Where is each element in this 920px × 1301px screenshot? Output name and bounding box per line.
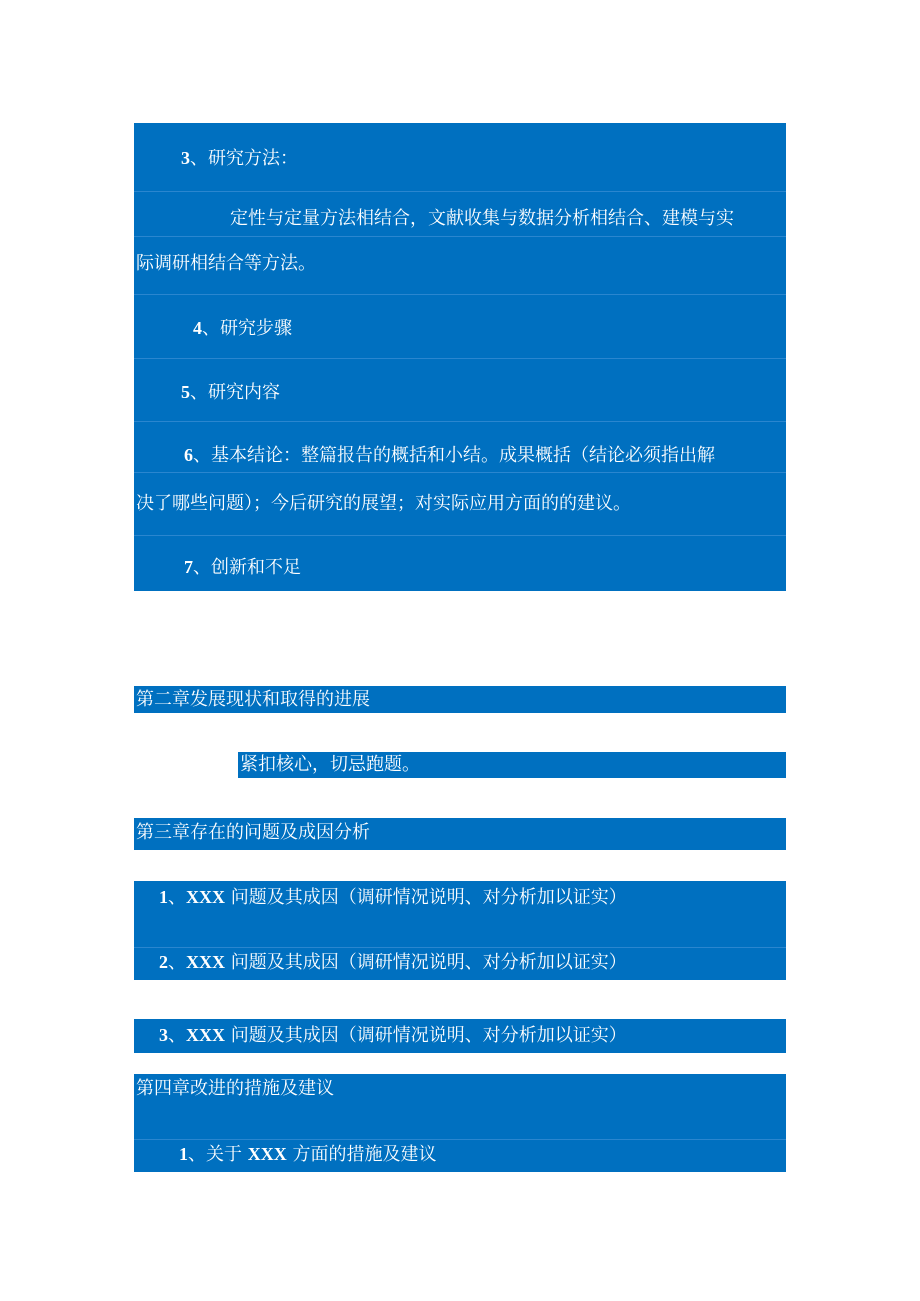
conclusion-line-1: 6、基本结论：整篇报告的概括和小结。成果概括（结论必须指出解 (184, 445, 715, 466)
chapter2-title-bar (134, 686, 786, 713)
steps-row (134, 295, 786, 359)
method-row (134, 123, 786, 192)
problem-item-3: 3、XXX 问题及其成因（调研情况说明、对分析加以证实） (159, 1025, 627, 1046)
innovation-row (134, 536, 786, 591)
conclusion-row-1 (134, 422, 786, 473)
chapter3-title-bar (134, 818, 786, 850)
problem-item-1: 1、XXX 问题及其成因（调研情况说明、对分析加以证实） (159, 887, 627, 908)
section1-block (134, 123, 786, 591)
method-body-line-1: 定性与定量方法相结合，文献收集与数据分析相结合、建模与实 (230, 208, 734, 229)
problem-item-2-row (134, 948, 786, 980)
innovation-heading: 7、创新和不足 (184, 557, 301, 578)
content-heading: 5、研究内容 (181, 382, 280, 403)
method-body-line-2: 际调研相结合等方法。 (136, 253, 316, 274)
chapter3-title: 第三章存在的问题及成因分析 (136, 822, 370, 843)
method-body-row-2 (134, 237, 786, 295)
chapter4-title-row (134, 1074, 786, 1140)
problem-item-3-bar (134, 1019, 786, 1053)
steps-heading: 4、研究步骤 (193, 318, 292, 339)
method-body-row-1 (134, 192, 786, 237)
content-row (134, 359, 786, 422)
conclusion-row-2 (134, 473, 786, 536)
chapter4-block (134, 1074, 786, 1172)
chapter2-title: 第二章发展现状和取得的进展 (136, 689, 370, 710)
problem-item-1-row (134, 881, 786, 948)
measure-item-1: 1、关于 XXX 方面的措施及建议 (179, 1144, 437, 1165)
conclusion-line-2: 决了哪些问题）；今后研究的展望；对实际应用方面的的建议。 (136, 493, 631, 514)
chapter2-note: 紧扣核心，切忌跑题。 (240, 754, 420, 775)
chapter4-title: 第四章改进的措施及建议 (136, 1078, 334, 1099)
chapter3-items-block (134, 881, 786, 980)
problem-item-2: 2、XXX 问题及其成因（调研情况说明、对分析加以证实） (159, 952, 627, 973)
method-heading: 3、研究方法： (181, 148, 298, 169)
chapter2-note-bar (238, 752, 786, 778)
measure-item-1-row (134, 1140, 786, 1172)
